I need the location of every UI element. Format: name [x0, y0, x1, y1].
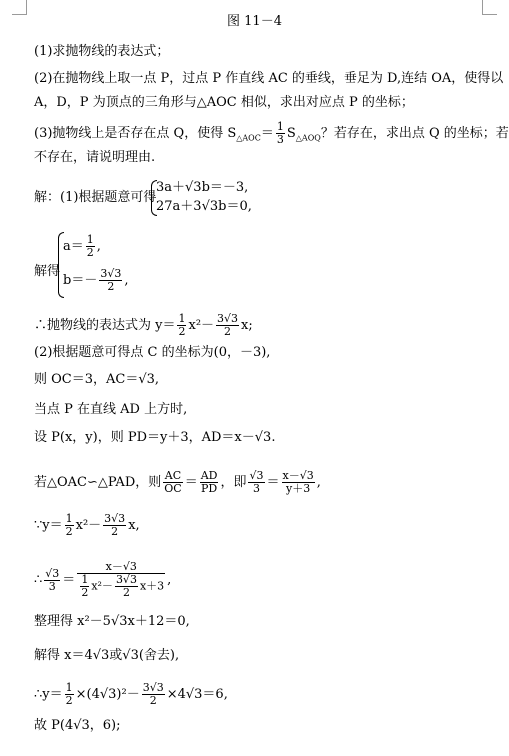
solved-x-line: 解得 x＝4√3或√3(舍去), [34, 648, 180, 663]
a-solution: a＝ $\frac{1}{2}$ , [63, 233, 101, 259]
figure-caption: 图 11－4 [227, 14, 282, 29]
part-2-c-coordinate: (2)根据题意可得点 C 的坐标为(0，－3), [34, 345, 271, 360]
conclusion-line: 故 P(4√3，6); [34, 718, 121, 733]
parabola-expression: ∴抛物线的表达式为 y＝ $\frac{1}{2}$ x²－ $\frac{3√3}{2}$ x; [34, 312, 253, 338]
question-1: (1)求抛物线的表达式； [34, 44, 170, 59]
oc-ac-line: 则 OC＝3，AC＝√3, [34, 372, 160, 387]
therefore-equation-line: ∴ $\frac{√3}{3}$ ＝ x－√3 $\frac{1}{2}$ x²－ $\frac{3√3}{2}$ x＋3 , [34, 560, 172, 599]
y-value-line: ∴y＝ $\frac{1}{2}$ ×(4√3)²－ $\frac{3√3}{2}$ ×4√3＝6, [34, 681, 228, 707]
case-above-line: 当点 P 在直线 AD 上方时, [34, 402, 188, 417]
question-2-line-2: A，D，P 为顶点的三角形与△AOC 相似，求出对应点 P 的坐标； [34, 95, 414, 110]
system-eq-1: 3a＋√3b＝－3, [156, 180, 249, 195]
because-y-line: ∵y＝ $\frac{1}{2}$ x²－ $\frac{3√3}{2}$ x, [34, 512, 140, 538]
let-p-line: 设 P(x，y)，则 PD＝y＋3，AD＝x－√3. [34, 430, 276, 445]
system-eq-2: 27a＋3√3b＝0, [156, 199, 252, 214]
simplified-equation-line: 整理得 x²－5√3x＋12＝0, [34, 614, 190, 629]
page-corner-mark-right [482, 0, 497, 15]
fraction-one-third: $\frac{1}{3}$ [276, 120, 284, 146]
b-solution: b＝－ $\frac{3√3}{2}$ , [63, 267, 129, 293]
page-corner-mark-left [12, 0, 27, 15]
question-3-line-2: 不存在，请说明理由. [34, 150, 156, 165]
question-2-line-1: (2)在抛物线上取一点 P，过点 P 作直线 AC 的垂线，垂足为 D,连结 OA，使得以 [34, 71, 504, 86]
solution-intro: 解：(1)根据题意可得 [34, 190, 157, 205]
question-3-line-1: (3)抛物线上是否存在点 Q，使得 $S_{\triangle AOC}=$ $\frac{1}{3}$ $S_{\triangle AOQ}$？若存在，求出点 Q 的坐标；若 [34, 120, 509, 146]
similar-triangles-line: 若△OAC∽△PAD，则 $\frac{AC}{OC}$ ＝ $\frac{AD}{PD}$ ，即 $\frac{√3}{3}$ ＝ $\frac{x-√3}{y+3}$ , [34, 469, 321, 495]
solve-label: 解得 [34, 264, 61, 279]
